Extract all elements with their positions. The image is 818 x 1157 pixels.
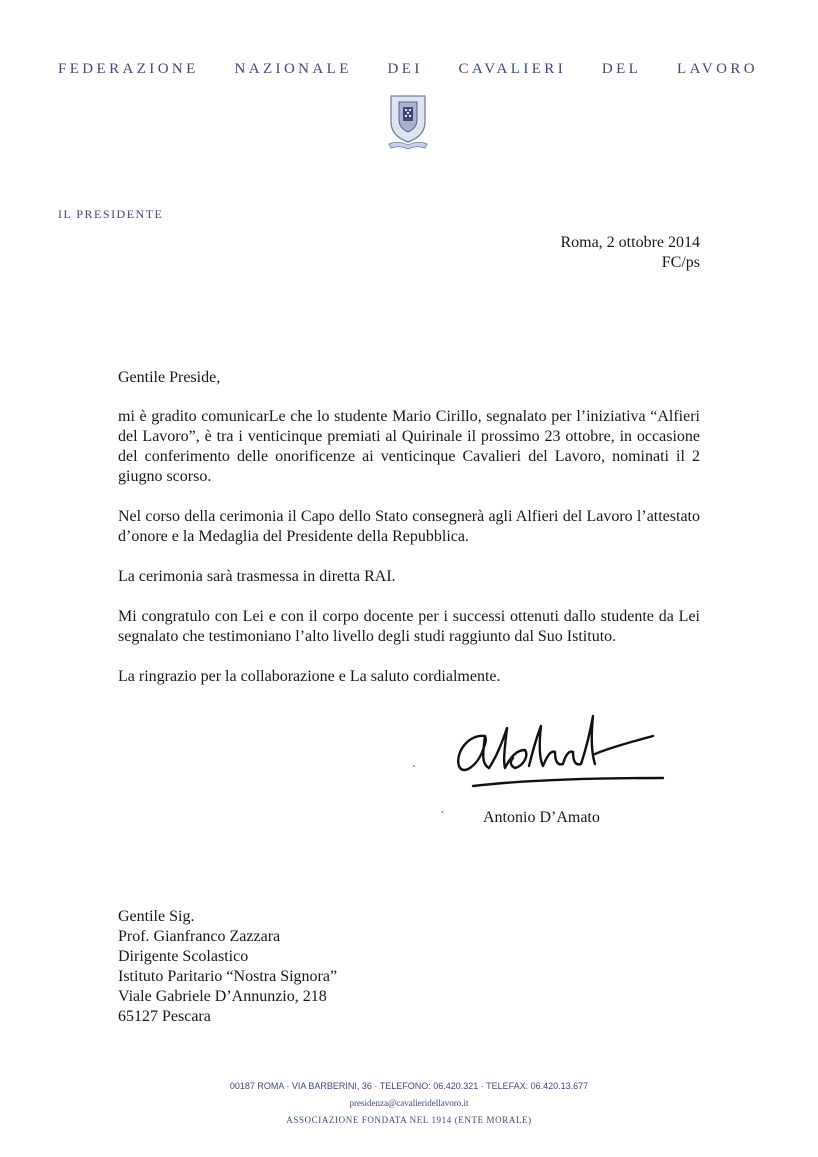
recipient-address — [118, 907, 337, 1027]
letterhead-word: NAZIONALE — [234, 61, 352, 77]
letterhead-word: LAVORO — [677, 61, 758, 77]
footer-address: 00187 ROMA · VIA BARBERINI, 36 · TELEFONO: 06.420.321 · TELEFAX: 06.420.13.677 — [229, 1081, 589, 1091]
letterhead-word: DEL — [601, 61, 642, 77]
letterhead-word: CAVALIERI — [458, 61, 567, 77]
paragraph: La cerimonia sarà trasmessa in diretta RAI. — [118, 568, 396, 585]
scan-speck — [413, 765, 415, 767]
reference-code: FC/ps — [661, 254, 700, 271]
scan-speck — [441, 811, 443, 813]
address-line: Istituto Paritario “Nostra Signora” — [118, 968, 338, 985]
address-line: 65127 Pescara — [118, 1008, 211, 1025]
salutation: Gentile Preside, — [118, 369, 221, 386]
letterhead-word: DEI — [387, 61, 423, 77]
office-title: IL PRESIDENTE — [58, 207, 164, 221]
address-line: Gentile Sig. — [118, 908, 195, 925]
address-line: Viale Gabriele D’Annunzio, 218 — [118, 988, 327, 1005]
paragraph: La ringrazio per la collaborazione e La saluto cordialmente. — [118, 668, 501, 685]
paragraph: Nel corso della cerimonia il Capo dello Stato consegnerà agli Alfieri del Lavoro l’attestato d’onore e la Medaglia del Presidente della Repubblica. — [118, 508, 700, 545]
coat-of-arms-icon — [383, 92, 433, 152]
letter-body — [118, 368, 700, 707]
footer-email: presidenza@cavalieridellavoro.it — [349, 1098, 469, 1108]
signer-name: Antonio D’Amato — [483, 809, 600, 826]
handwritten-signature — [445, 706, 675, 806]
paragraph: mi è gradito comunicarLe che lo studente Mario Cirillo, segnalato per l’iniziativa “Alfieri del Lavoro”, è tra i venticinque premiati al Quirinale il prossimo 23 ottobre, in occasione del conferimento delle onorificenze ai venticinque Cavalieri del Lavoro, nominati il 2 giugno scorso. — [118, 408, 700, 485]
letterhead-title — [58, 61, 758, 78]
footer-association: ASSOCIAZIONE FONDATA NEL 1914 (ENTE MORALE) — [286, 1115, 532, 1125]
address-line: Dirigente Scolastico — [118, 948, 249, 965]
letterhead-word: FEDERAZIONE — [58, 61, 199, 77]
letterhead-footer — [0, 1078, 818, 1129]
date-block — [560, 233, 700, 273]
paragraph: Mi congratulo con Lei e con il corpo docente per i successi ottenuti dallo studente da Lei segnalato che testimoniano l’alto livello degli studi raggiunto dal Suo Istituto. — [118, 608, 700, 645]
address-line: Prof. Gianfranco Zazzara — [118, 928, 281, 945]
place-date: Roma, 2 ottobre 2014 — [560, 234, 700, 251]
